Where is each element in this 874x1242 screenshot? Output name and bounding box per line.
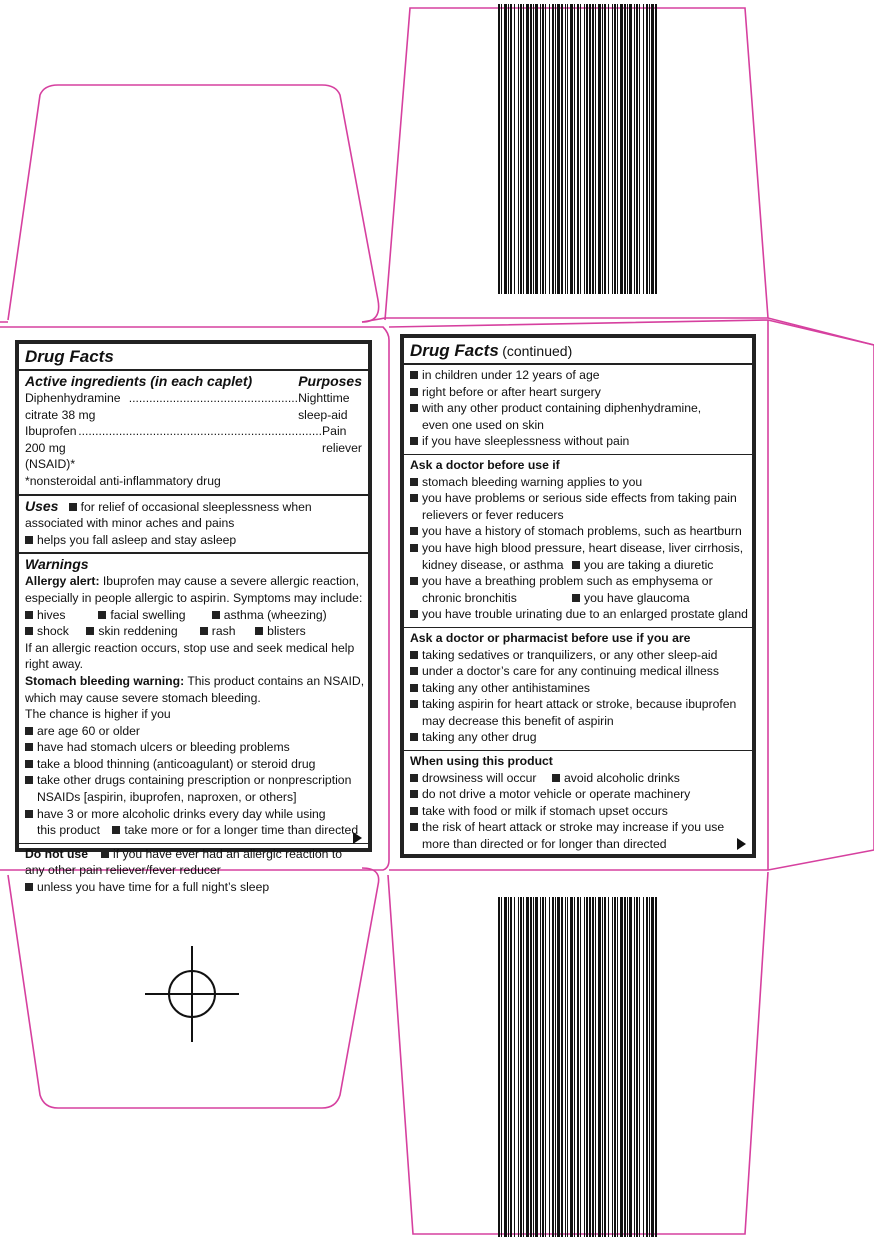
square-bullet-icon	[25, 611, 33, 619]
when-using-item-cont: more than directed or for longer than directed	[422, 837, 667, 852]
square-bullet-icon	[410, 371, 418, 379]
continued-item: with any other product containing diphenhydramine,	[422, 401, 702, 416]
continued-item: right before or after heart surgery	[422, 384, 601, 399]
bottom-left-flap	[8, 868, 379, 1108]
square-bullet-icon	[410, 823, 418, 831]
ask-pharmacist-item: taking any other drug	[422, 730, 537, 745]
square-bullet-icon	[25, 776, 33, 784]
ask-pharmacist-heading: Ask a doctor or pharmacist before use if you are	[410, 630, 691, 645]
ask-doctor-item: you have glaucoma	[584, 590, 690, 605]
uses-item: helps you fall asleep and stay asleep	[37, 532, 237, 547]
symptom: rash	[211, 624, 236, 639]
ingredient-name: Diphenhydramine citrate 38 mg	[25, 391, 121, 422]
square-bullet-icon	[410, 700, 418, 708]
square-bullet-icon	[255, 627, 263, 635]
square-bullet-icon	[25, 627, 33, 635]
symptom: facial swelling	[110, 607, 186, 622]
barcode-top	[498, 4, 664, 294]
allergy-text: especially in people allergic to aspirin. Symptoms may include:	[25, 590, 363, 605]
square-bullet-icon	[410, 667, 418, 675]
when-using-item: avoid alcoholic drinks	[564, 770, 680, 785]
ingredient-purpose: Nighttime sleep-aid	[298, 391, 350, 422]
ask-doctor-item-cont: relievers or fever reducers	[422, 507, 564, 522]
square-bullet-icon	[572, 594, 580, 602]
square-bullet-icon	[200, 627, 208, 635]
square-bullet-icon	[410, 494, 418, 502]
ask-doctor-item: you are taking a diuretic	[584, 557, 714, 572]
ask-pharmacist-item-cont: may decrease this benefit of aspirin	[422, 713, 614, 728]
risk-item-cont: this product	[37, 823, 101, 838]
square-bullet-icon	[25, 536, 33, 544]
square-bullet-icon	[572, 561, 580, 569]
when-using-heading: When using this product	[410, 754, 553, 769]
square-bullet-icon	[212, 611, 220, 619]
triangle-continue-icon	[353, 832, 362, 844]
square-bullet-icon	[410, 774, 418, 782]
when-using-item: drowsiness will occur	[422, 770, 537, 785]
risk-item: take more or for a longer time than directed	[124, 823, 359, 838]
ask-pharmacist-item: taking sedatives or tranquilizers, or any other sleep-aid	[422, 647, 718, 662]
ask-doctor-item: you have problems or serious side effects from taking pain	[422, 491, 737, 506]
ask-doctor-item: you have a breathing problem such as emphysema or	[422, 574, 713, 589]
stomach-text: This product contains an NSAID,	[187, 673, 365, 688]
do-not-use-item: if you have ever had an allergic reaction to	[113, 846, 342, 861]
ask-doctor-item: you have high blood pressure, heart disease, liver cirrhosis,	[422, 540, 744, 555]
square-bullet-icon	[410, 437, 418, 445]
when-using-item: take with food or milk if stomach upset occurs	[422, 803, 668, 818]
uses-heading: Uses	[25, 497, 59, 514]
risk-item: are age 60 or older	[37, 723, 140, 738]
ask-doctor-item: you have trouble urinating due to an enlarged prostate gland	[422, 607, 748, 622]
square-bullet-icon	[69, 503, 77, 511]
continued-item-cont: even one used on skin	[422, 417, 544, 432]
do-not-use-heading: Do not use	[25, 846, 88, 861]
risk-item: have 3 or more alcoholic drinks every day while using	[37, 806, 326, 821]
footnote: *nonsteroidal anti-inflammatory drug	[25, 473, 221, 488]
do-not-use-item: unless you have time for a full night’s sleep	[37, 880, 270, 895]
when-using-item: the risk of heart attack or stroke may increase if you use	[422, 820, 725, 835]
when-using-item: do not drive a motor vehicle or operate machinery	[422, 787, 691, 802]
square-bullet-icon	[410, 651, 418, 659]
ask-pharmacist-item: under a doctor’s care for any continuing medical illness	[422, 664, 719, 679]
barcode-bottom	[498, 897, 664, 1237]
uses-item-cont: associated with minor aches and pains	[25, 516, 235, 531]
square-bullet-icon	[101, 850, 109, 858]
square-bullet-icon	[25, 743, 33, 751]
allergy-action: If an allergic reaction occurs, stop use and seek medical help	[25, 640, 355, 655]
square-bullet-icon	[552, 774, 560, 782]
square-bullet-icon	[25, 810, 33, 818]
ask-doctor-item: stomach bleeding warning applies to you	[422, 474, 643, 489]
square-bullet-icon	[410, 577, 418, 585]
square-bullet-icon	[25, 727, 33, 735]
drug-facts-panel-right	[400, 334, 756, 858]
continued-item: in children under 12 years of age	[422, 368, 600, 382]
panel-title: Drug Facts	[410, 341, 499, 360]
uses-item: for relief of occasional sleeplessness when	[80, 499, 312, 514]
allergy-alert-label: Allergy alert:	[25, 574, 100, 589]
registration-mark-icon	[145, 946, 239, 1042]
symptom: skin reddening	[98, 624, 178, 639]
continued-label: (continued)	[502, 343, 573, 359]
risk-item: have had stomach ulcers or bleeding problems	[37, 740, 290, 755]
square-bullet-icon	[86, 627, 94, 635]
ask-doctor-heading: Ask a doctor before use if	[410, 457, 560, 472]
continued-item: if you have sleeplessness without pain	[422, 434, 630, 449]
ingredient-name: Ibuprofen 200 mg (NSAID)*	[25, 424, 77, 472]
ask-doctor-item-cont: chronic bronchitis	[422, 590, 517, 605]
ask-doctor-item: you have a history of stomach problems, such as heartburn	[422, 524, 742, 539]
square-bullet-icon	[410, 404, 418, 412]
square-bullet-icon	[98, 611, 106, 619]
barcode-stripe	[657, 897, 659, 1237]
do-not-use-item-cont: any other pain reliever/fever reducer	[25, 863, 221, 878]
risk-item: take a blood thinning (anticoagulant) or steroid drug	[37, 756, 316, 771]
square-bullet-icon	[410, 388, 418, 396]
panel-title: Drug Facts	[25, 347, 114, 366]
stomach-warning-label: Stomach bleeding warning:	[25, 673, 185, 688]
ingredient-purpose: Pain reliever	[322, 424, 362, 455]
square-bullet-icon	[410, 527, 418, 535]
square-bullet-icon	[410, 807, 418, 815]
active-ingredients-heading: Active ingredients (in each caplet)	[25, 373, 253, 389]
ask-doctor-item-cont: kidney disease, or asthma	[422, 557, 564, 572]
triangle-continue-icon	[737, 838, 746, 850]
square-bullet-icon	[410, 478, 418, 486]
square-bullet-icon	[25, 883, 33, 891]
square-bullet-icon	[410, 733, 418, 741]
allergy-action: right away.	[25, 657, 84, 672]
top-left-flap	[8, 85, 379, 322]
risk-item: take other drugs containing prescription or nonprescription	[37, 773, 352, 788]
risk-item-cont: NSAIDs [aspirin, ibuprofen, naproxen, or others]	[37, 790, 297, 805]
symptom: asthma (wheezing)	[223, 607, 327, 622]
square-bullet-icon	[410, 610, 418, 618]
square-bullet-icon	[410, 544, 418, 552]
square-bullet-icon	[25, 760, 33, 768]
chance-text: The chance is higher if you	[25, 707, 171, 722]
symptom: blisters	[267, 624, 306, 639]
square-bullet-icon	[410, 790, 418, 798]
ask-pharmacist-item: taking any other antihistamines	[422, 680, 591, 695]
warnings-heading: Warnings	[25, 556, 89, 573]
allergy-text: Ibuprofen may cause a severe allergic reaction,	[102, 574, 359, 589]
square-bullet-icon	[410, 684, 418, 692]
drug-facts-panel-left: Drug Facts Active ingredients (in each caplet) Purposes Diphenhydramine citrate 38 mg .................................................. Nighttime sleep-aid Ibuprofen 200 mg (NSAID)* ........................................................................ Pain reliever *nonsteroidal anti-inflammatory drug Uses for relief of occasional sleeplessness when associated with minor aches and pains helps you fall asleep and stay asleep Warnings Allergy alert: Ibuprofen may cause a severe allergic reaction, especially in people allergic to aspirin. Symptoms may include: hives facial swelling asthma (wheezing) shock skin reddening rash blisters If an allergic reaction occurs, stop use and seek medical help right away. Stomach bleeding warning: This product contains an NSAID, which may cause severe stomach bleeding. The chance is higher if you are age 60 or older have had stomach ulcers or bleeding problems take a blood thinning (anticoagulant) or steroid drug take other drugs containing prescription or nonprescription NSAIDs [aspirin, ibuprofen, naproxen, or others] have 3 or more alcoholic drinks every day while using this product take more or for a longer time than directed Do not use if you have ever had an allergic reaction to any other pain reliever/fever reducer unless you have time for a full night’s sleep	[15, 340, 372, 852]
square-bullet-icon	[112, 826, 120, 834]
symptom: shock	[37, 624, 69, 639]
ask-pharmacist-item: taking aspirin for heart attack or stroke, because ibuprofen	[422, 697, 737, 712]
purposes-heading: Purposes	[298, 373, 362, 389]
stomach-text: which may cause severe stomach bleeding.	[25, 690, 261, 705]
symptom: hives	[37, 607, 66, 622]
barcode-stripe	[657, 4, 659, 294]
